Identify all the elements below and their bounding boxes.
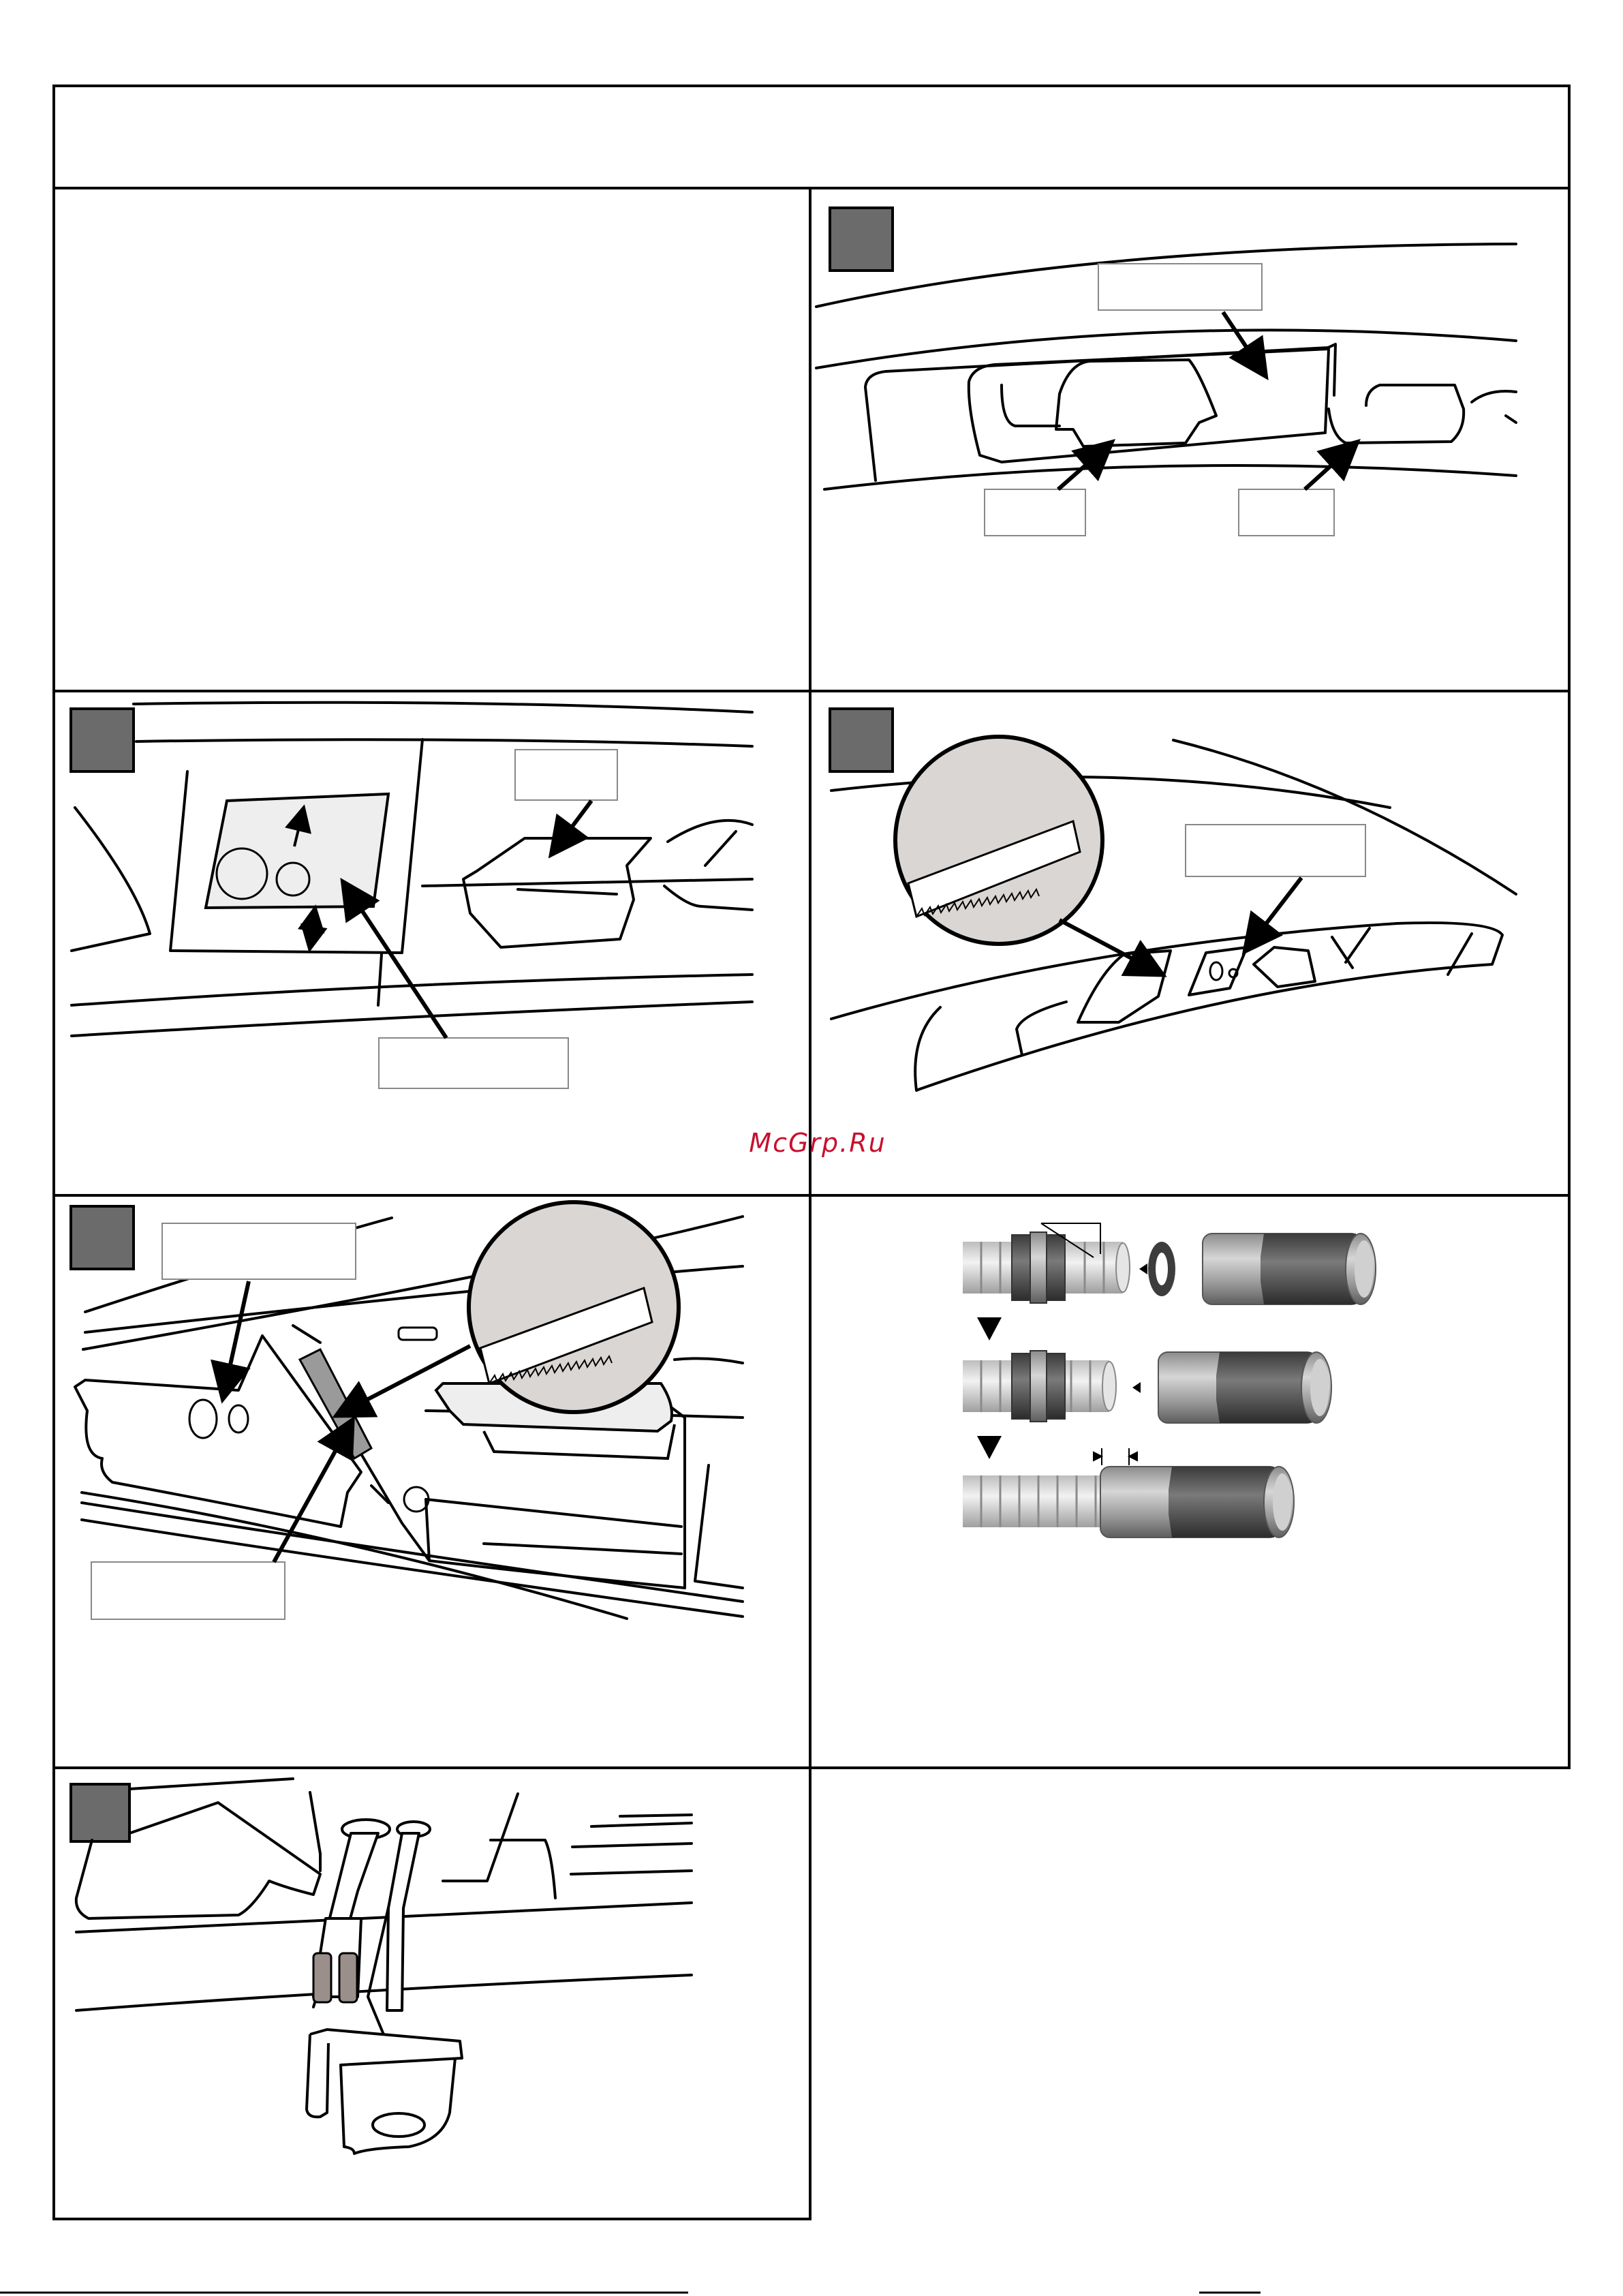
fitting-nut-icon [1158, 1352, 1331, 1423]
step-c-illustration [830, 709, 1516, 1090]
step-c-badge [830, 709, 893, 771]
down-arrow-icon [977, 1317, 1002, 1341]
step-a-callout-2 [985, 489, 1085, 536]
fitting-nut-icon [1203, 1234, 1376, 1304]
corrugated-hose-icon [963, 1351, 1116, 1422]
step-b-illustration [71, 703, 752, 1088]
step-d-callout-1 [162, 1223, 356, 1279]
step-a-callout-3 [1239, 489, 1334, 536]
step-d-callout-2 [91, 1562, 285, 1619]
down-arrow-icon [977, 1436, 1002, 1459]
step-a-badge [830, 208, 893, 271]
watermark: McGrp.Ru [749, 1128, 886, 1158]
hose-fitting-illustration [963, 1223, 1376, 1537]
step-e-badge [71, 1784, 129, 1841]
step-d-illustration [71, 1202, 743, 1619]
corrugated-hose-icon [963, 1232, 1130, 1303]
o-ring-icon [1148, 1242, 1175, 1296]
step-b-badge [71, 709, 134, 771]
step-a-callout-1 [1098, 264, 1262, 310]
step-d-badge [71, 1206, 134, 1269]
corrugated-hose-icon [963, 1475, 1106, 1527]
step-b-callout-1 [515, 750, 617, 800]
fitting-nut-icon [1100, 1467, 1294, 1537]
step-b-callout-2 [379, 1038, 568, 1088]
step-a-illustration [816, 208, 1516, 536]
step-c-callout-1 [1186, 825, 1365, 876]
step-e-illustration [71, 1779, 692, 2154]
